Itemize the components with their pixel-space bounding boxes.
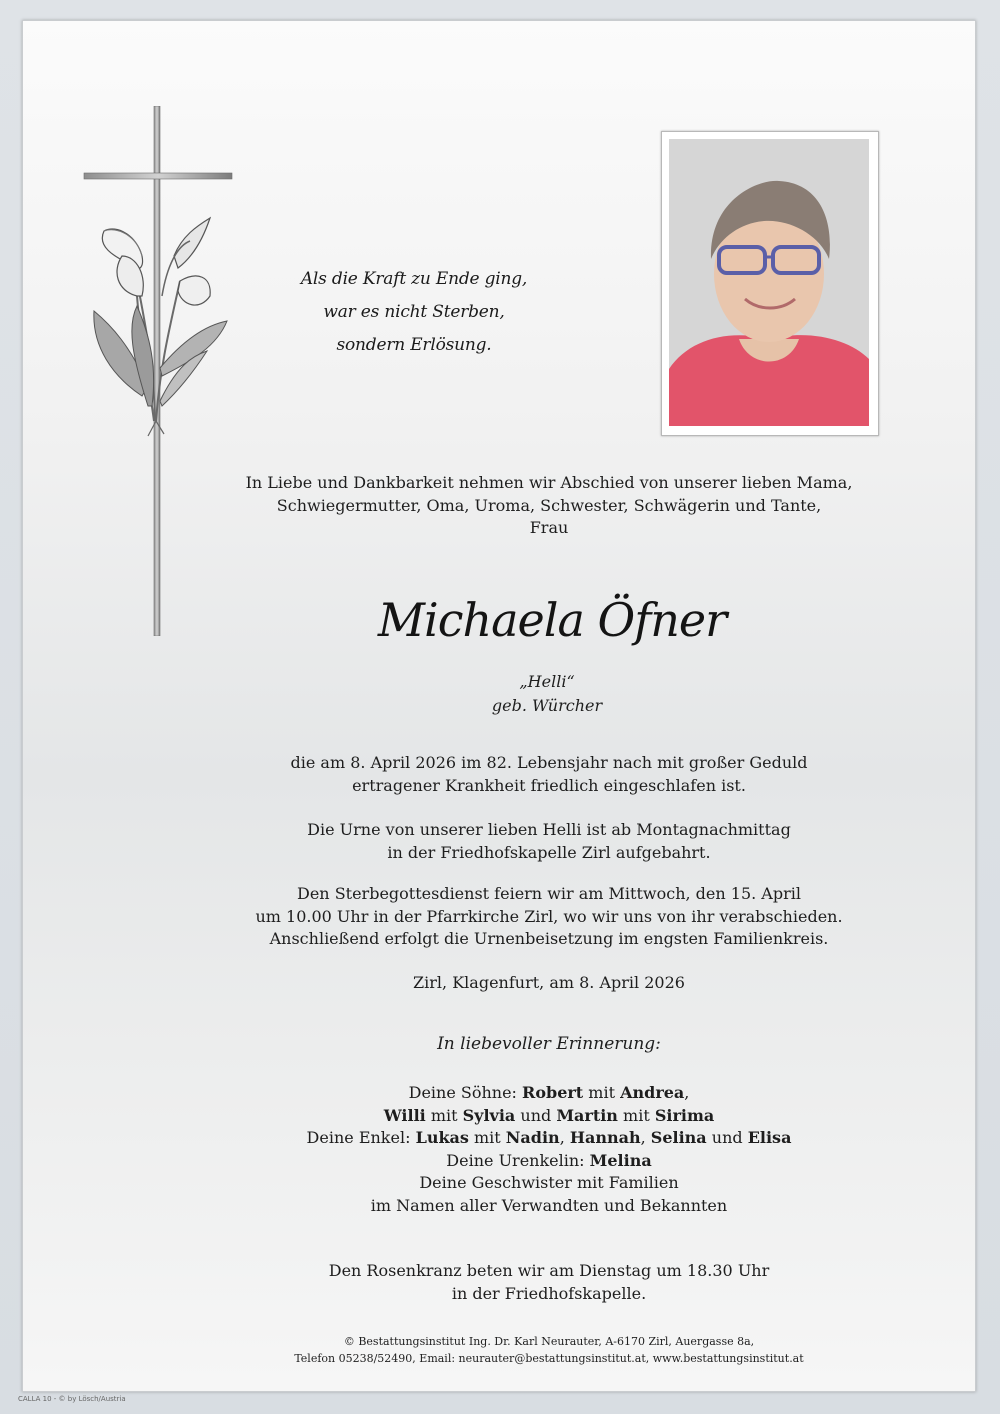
place-date-text: Zirl, Klagenfurt, am 8. April 2026 (413, 973, 685, 992)
grandchild-name: Hannah (569, 1128, 641, 1147)
connector-text: mit (425, 1105, 463, 1125)
cross-with-lilies-icon (82, 106, 242, 636)
footer-line: © Bestattungsinstitut Ing. Dr. Karl Neurauter, A-6170 Zirl, Auergasse 8a, (343, 1335, 755, 1348)
connector-text: , (684, 1083, 690, 1102)
urn-notice (152, 819, 946, 864)
death-notice-line: ertragener Krankheit friedlich eingeschlafen ist. (352, 775, 746, 795)
funeral-home-footer (152, 1333, 946, 1367)
portrait-frame (661, 131, 879, 436)
portrait-illustration (669, 139, 869, 426)
family-row-sons-2 (152, 1105, 946, 1128)
deceased-name: Michaela Öfner (377, 593, 727, 647)
family-row-sons (152, 1082, 946, 1105)
grandchild-name: Elisa (747, 1128, 792, 1147)
connector-text: , (640, 1128, 651, 1147)
deceased-nickname-block (417, 670, 677, 718)
spouse-name: Sylvia (462, 1105, 516, 1125)
grandchild-name: Lukas (415, 1128, 469, 1147)
family-row-siblings: Deine Geschwister mit Familien (419, 1173, 679, 1192)
urn-notice-line: Die Urne von unserer lieben Helli ist ab Montagnachmittag (307, 820, 791, 839)
connector-text: mit (583, 1083, 621, 1102)
quote-line: war es nicht Sterben, (323, 302, 505, 322)
service-line: Den Sterbegottesdienst feiern wir am Mittwoch, den 15. April (297, 884, 801, 903)
connector-text: , (559, 1128, 570, 1147)
rosary-line: in der Friedhofskapelle. (451, 1283, 647, 1303)
memorial-quote (284, 263, 544, 362)
family-list (152, 1082, 946, 1217)
family-row-relatives: im Namen aller Verwandten und Bekannten (370, 1195, 728, 1215)
service-notice (152, 883, 946, 951)
death-notice (152, 752, 946, 797)
portrait-photo (669, 139, 869, 426)
place-and-date (152, 972, 946, 995)
rosary-notice (152, 1260, 946, 1305)
intro-line: In Liebe und Dankbarkeit nehmen wir Abschied von unserer lieben Mama, (245, 473, 853, 492)
son-name: Robert (522, 1083, 584, 1102)
quote-line: Als die Kraft zu Ende ging, (300, 269, 528, 289)
quote-line: sondern Erlösung. (336, 335, 492, 355)
spouse-name: Andrea (620, 1083, 685, 1102)
service-line: um 10.00 Uhr in der Pfarrkirche Zirl, wo wir uns von ihr verabschieden. (255, 906, 843, 926)
deceased-nickname: „Helli“ (519, 672, 575, 691)
footer-line: Telefon 05238/52490, Email: neurauter@bestattungsinstitut.at, www.bestattungsinstitut.at (294, 1352, 804, 1365)
partner-name: Nadin (505, 1128, 560, 1147)
son-name: Willi (383, 1105, 426, 1125)
family-row-grandchildren (152, 1127, 946, 1150)
family-row-great-grandchild (152, 1150, 946, 1173)
intro-line: Schwiegermutter, Oma, Uroma, Schwester, Schwägerin und Tante, (276, 495, 822, 515)
obituary-card (22, 20, 976, 1392)
death-notice-line: die am 8. April 2026 im 82. Lebensjahr nach mit großer Geduld (290, 753, 808, 772)
great-grandchild-label: Deine Urenkelin: (446, 1150, 590, 1170)
rosary-line: Den Rosenkranz beten wir am Dienstag um 18.30 Uhr (328, 1261, 770, 1280)
great-grandchild-name: Melina (589, 1150, 652, 1170)
deceased-birth-name: geb. Würcher (491, 696, 603, 715)
sons-label: Deine Söhne: (408, 1083, 523, 1102)
connector-text: mit (468, 1128, 506, 1147)
template-note: CALLA 10 - © by Lösch/Austria (18, 1395, 126, 1403)
connector-text: mit (617, 1105, 655, 1125)
spouse-name: Sirima (654, 1105, 715, 1125)
service-line: Anschließend erfolgt die Urnenbeisetzung im engsten Familienkreis. (269, 929, 829, 948)
intro-text (222, 472, 876, 540)
grandchild-name: Selina (650, 1128, 707, 1147)
urn-notice-line: in der Friedhofskapelle Zirl aufgebahrt. (387, 842, 711, 862)
remembrance-heading: In liebevoller Erinnerung: (437, 1034, 661, 1054)
intro-line: Frau (529, 518, 569, 537)
grandchildren-label: Deine Enkel: (306, 1128, 416, 1147)
connector-text: und (515, 1105, 557, 1125)
connector-text: und (706, 1128, 748, 1147)
son-name: Martin (556, 1105, 618, 1125)
